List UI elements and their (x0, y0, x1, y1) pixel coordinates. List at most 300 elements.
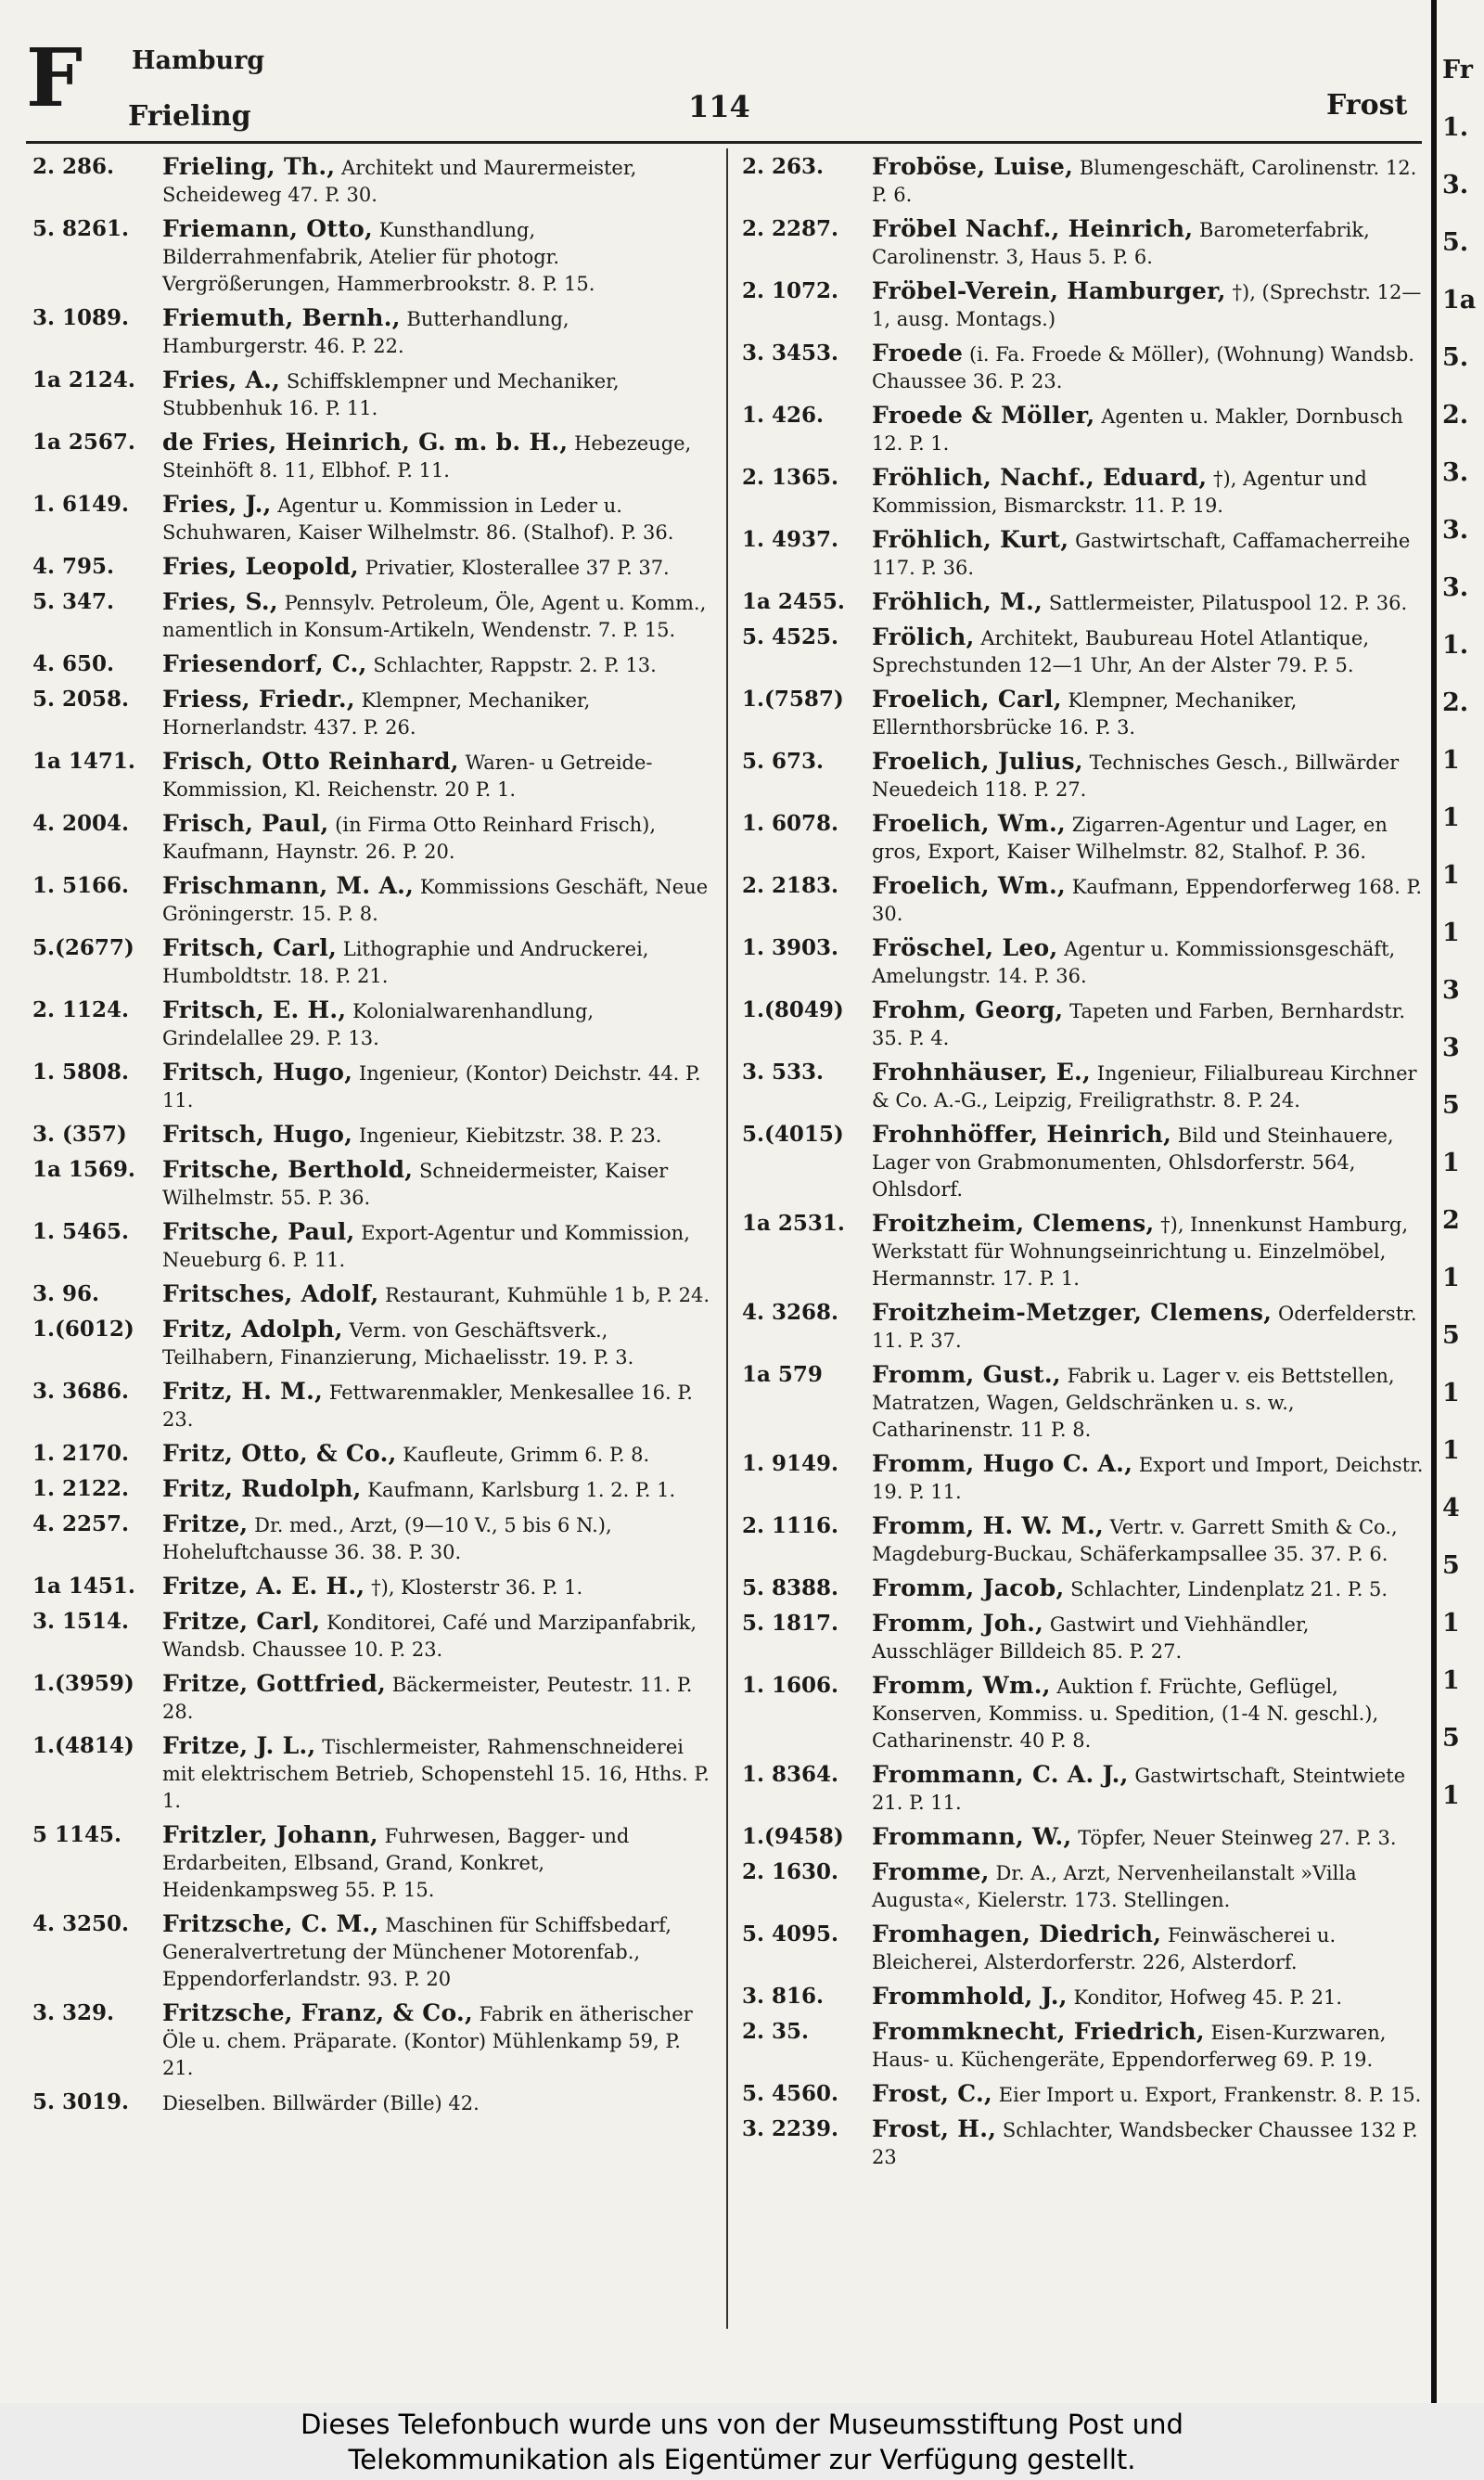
phone-number: 4. 650. (32, 651, 115, 676)
listing-text (162, 996, 714, 1052)
listing-text (872, 1121, 1424, 1203)
footer-line-2: Telekommunikation als Eigentümer zur Verfügung gestellt. (348, 2444, 1136, 2475)
listing-text (872, 588, 1424, 617)
listing-text (872, 2080, 1424, 2109)
listing-text (872, 1921, 1424, 1976)
phone-number: 2. 1124. (32, 997, 130, 1022)
subscriber-details: Kaufmann, Eppendorferweg 168. P. 30. (872, 876, 1423, 925)
subscriber-name: Fritsch, E. H., (162, 996, 347, 1023)
phone-number: 1. 5808. (32, 1060, 130, 1085)
listing-entry (32, 553, 714, 582)
subscriber-details: Export und Import, Deichstr. 19. P. 11. (872, 1454, 1424, 1503)
edge-fragment: 1. (1442, 631, 1469, 660)
subscriber-details: Kaufmann, Karlsburg 1. 2. P. 1. (367, 1479, 676, 1501)
subscriber-name: Fritz, Adolph, (162, 1316, 343, 1343)
subscriber-details: Hebezeuge, Steinhöft 8. 11, Elbhof. P. 11. (162, 432, 692, 482)
listing-entry (742, 1858, 1424, 1914)
listing-entry (742, 1512, 1424, 1568)
subscriber-details: Dr. A., Arzt, Nervenheilanstalt »Villa Augusta«, Kielerstr. 173. Stellingen. (872, 1862, 1357, 1911)
listing-text (162, 1732, 714, 1815)
listing-entry (32, 1280, 714, 1309)
subscriber-name: Froböse, Luise, (872, 153, 1074, 180)
subscriber-name: Fröschel, Leo, (872, 934, 1058, 961)
listing-text (872, 810, 1424, 866)
listing-text (872, 2018, 1424, 2074)
listing-entry (32, 1121, 714, 1150)
subscriber-name: Fromm, Gust., (872, 1361, 1061, 1388)
subscriber-name: Fritsche, Paul, (162, 1218, 355, 1245)
listing-entry (32, 872, 714, 928)
subscriber-details: Klempner, Mechaniker, Hornerlandstr. 437. P. 26. (162, 689, 591, 739)
subscriber-details: Kolonialwarenhandlung, Grindelallee 29. P. 13. (162, 1000, 595, 1049)
listing-entry (32, 1156, 714, 1212)
phone-number: 4. 3268. (742, 1300, 839, 1325)
phone-number: 3. 533. (742, 1060, 825, 1085)
listing-text (872, 464, 1424, 520)
adjacent-page-fragment (1442, 56, 1484, 1839)
subscriber-details: Gastwirtschaft, Caffamacherreihe 117. P. 36. (872, 530, 1411, 579)
edge-fragment: 3. (1442, 573, 1469, 602)
listing-text (162, 1475, 714, 1504)
listing-entry (32, 996, 714, 1052)
edge-fragment: 2. (1442, 688, 1469, 717)
listing-text (162, 1440, 714, 1469)
subscriber-name: de Fries, Heinrich, G. m. b. H., (162, 429, 569, 456)
listing-text (872, 1610, 1424, 1665)
subscriber-name: Frisch, Paul, (162, 810, 329, 837)
listing-entry (32, 1910, 714, 1993)
listing-text (162, 686, 714, 741)
edge-fragment: 1 (1442, 1149, 1460, 1177)
subscriber-details: Klempner, Mechaniker, Ellernthorsbrücke 16. P. 3. (872, 689, 1298, 739)
listing-entry (32, 1608, 714, 1664)
listing-text (872, 1512, 1424, 1568)
phone-number: 1.(6012) (32, 1317, 134, 1342)
subscriber-name: Fromme, (872, 1858, 990, 1885)
listing-entry (32, 810, 714, 866)
listing-entry (742, 996, 1424, 1052)
phone-number: 2. 1116. (742, 1513, 839, 1538)
listing-text (872, 934, 1424, 990)
subscriber-name: Fritsch, Hugo, (162, 1059, 353, 1086)
listing-text (872, 996, 1424, 1052)
subscriber-name: Fröbel Nachf., Heinrich, (872, 215, 1194, 242)
subscriber-details: Schlachter, Rappstr. 2. P. 13. (373, 654, 657, 676)
subscriber-details: Schneidermeister, Kaiser Wilhelmstr. 55. P. 36. (162, 1160, 669, 1209)
listing-text (162, 810, 714, 866)
listing-text (162, 1510, 714, 1566)
listing-text (162, 588, 714, 644)
listing-entry (742, 1983, 1424, 2011)
phone-number: 1. 6078. (742, 811, 839, 836)
subscriber-name: Froitzheim, Clemens, (872, 1210, 1155, 1237)
listing-entry (32, 1573, 714, 1601)
phone-number: 1a 2531. (742, 1211, 845, 1236)
subscriber-details: Eisen-Kurzwaren, Haus- u. Küchengeräte, Eppendorferweg 69. P. 19. (872, 2022, 1387, 2071)
phone-number: 5. 673. (742, 749, 825, 774)
edge-fragment: 3. (1442, 516, 1469, 545)
subscriber-name: Froelich, Carl, (872, 686, 1062, 713)
subscriber-name: Fritz, Otto, & Co., (162, 1440, 397, 1467)
listing-entry (742, 686, 1424, 741)
edge-fragment: Fr (1442, 56, 1473, 84)
subscriber-name: Fröhlich, Nachf., Eduard, (872, 464, 1208, 491)
listing-text (162, 872, 714, 928)
subscriber-name: Fries, Leopold, (162, 553, 359, 580)
phone-number: 5. 8388. (742, 1575, 839, 1600)
subscriber-details: Architekt, Baubureau Hotel Atlantique, Sprechstunden 12—1 Uhr, An der Alster 79. P. 5. (872, 627, 1370, 676)
listing-text (162, 304, 714, 360)
subscriber-name: Frisch, Otto Reinhard, (162, 748, 459, 775)
subscriber-details: Konditorei, Café und Marzipanfabrik, Wandsb. Chaussee 10. P. 23. (162, 1612, 697, 1661)
listing-text (872, 1361, 1424, 1444)
subscriber-name: Frommann, C. A. J., (872, 1761, 1129, 1788)
subscriber-details: †), Klosterstr 36. P. 1. (371, 1576, 583, 1599)
listing-entry (32, 1440, 714, 1469)
listing-text (162, 553, 714, 582)
subscriber-details: Agenten u. Makler, Dornbusch 12. P. 1. (872, 405, 1403, 455)
subscriber-details: Ingenieur, Filialbureau Kirchner & Co. A.-G., Leipzig, Freiligrathstr. 8. P. 24. (872, 1062, 1417, 1112)
subscriber-name: Friemuth, Bernh., (162, 304, 401, 331)
listing-text (162, 1218, 714, 1274)
listing-text (872, 1858, 1424, 1914)
subscriber-details: Zigarren-Agentur und Lager, en gros, Export, Kaiser Wilhelmstr. 82, Stalhof. P. 36. (872, 814, 1388, 863)
subscriber-name: Fritze, J. L., (162, 1732, 316, 1759)
listing-text (162, 429, 714, 484)
subscriber-details: Kunsthandlung, Bilderrahmenfabrik, Atelier für photogr. Vergrößerungen, Hammerbrookstr. 8. P. 15. (162, 219, 595, 295)
edge-fragment: 1 (1442, 803, 1460, 832)
subscriber-name: Friess, Friedr., (162, 686, 355, 713)
phone-number: 3. (357) (32, 1122, 127, 1147)
section-letter: F (26, 32, 83, 125)
subscriber-details: Gastwirt und Viehhändler, Ausschläger Billdeich 85. P. 27. (872, 1613, 1310, 1663)
city-heading: Hamburg (132, 46, 265, 75)
phone-number: 1.(3959) (32, 1671, 134, 1696)
phone-number: 5. 1817. (742, 1611, 839, 1636)
edge-fragment: 1. (1442, 113, 1469, 142)
listing-entry (32, 1059, 714, 1114)
subscriber-name: Fritz, H. M., (162, 1378, 324, 1405)
subscriber-details: Ingenieur, Kiebitzstr. 38. P. 23. (358, 1124, 662, 1147)
listing-text (162, 1156, 714, 1212)
phone-number: 1. 5166. (32, 873, 130, 898)
phone-number: 3. 1514. (32, 1609, 130, 1634)
subscriber-name: Frohm, Georg, (872, 996, 1064, 1023)
listing-text (162, 1316, 714, 1371)
subscriber-name: Fritsches, Adolf, (162, 1280, 379, 1307)
phone-number: 1.(9458) (742, 1824, 844, 1849)
phone-number: 1. 9149. (742, 1451, 839, 1476)
listing-text (872, 1450, 1424, 1506)
subscriber-details: Fettwarenmakler, Menkesallee 16. P. 23. (162, 1381, 693, 1431)
subscriber-name: Frischmann, M. A., (162, 872, 415, 899)
subscriber-name: Fröbel-Verein, Hamburger, (872, 277, 1226, 304)
phone-number: 5. 2058. (32, 687, 130, 712)
listing-entry (32, 366, 714, 422)
listing-entry (742, 402, 1424, 457)
listing-entry (32, 686, 714, 741)
subscriber-details: Maschinen für Schiffsbedarf, Generalvertretung der Münchener Motorenfab., Eppendorferlandstr. 93. P. 20 (162, 1914, 672, 1990)
left-column (32, 153, 714, 2124)
phone-number: 2. 263. (742, 154, 825, 179)
listing-text (872, 686, 1424, 741)
subscriber-details: Pennsylv. Petroleum, Öle, Agent u. Komm., namentlich in Konsum-Artikeln, Wendenstr. 7. P. 15. (162, 592, 707, 641)
listing-entry (32, 153, 714, 209)
subscriber-name: Fritzsche, Franz, & Co., (162, 1999, 473, 2026)
listing-entry (742, 1121, 1424, 1203)
phone-number: 3. 2239. (742, 2116, 839, 2141)
subscriber-details: Tapeten und Farben, Bernhardstr. 35. P. 4. (872, 1000, 1406, 1049)
listing-entry (742, 748, 1424, 803)
phone-number: 3. 1089. (32, 305, 130, 330)
listing-text (872, 1574, 1424, 1603)
subscriber-name: Frohnhäuser, E., (872, 1059, 1092, 1086)
listing-text (872, 1761, 1424, 1817)
subscriber-details: Feinwäscherei u. Bleicherei, Alsterdorferstr. 226, Alsterdorf. (872, 1924, 1337, 1973)
phone-number: 5. 4525. (742, 624, 839, 649)
listing-text (162, 1999, 714, 2082)
listing-entry (742, 872, 1424, 928)
subscriber-details: (i. Fa. Froede & Möller), (Wohnung) Wandsb. Chaussee 36. P. 23. (872, 343, 1414, 392)
phone-number: 5. 4560. (742, 2081, 839, 2106)
right-column (742, 153, 1424, 2178)
subscriber-name: Friemann, Otto, (162, 215, 374, 242)
subscriber-details: Konditor, Hofweg 45. P. 21. (1073, 1986, 1343, 2009)
listing-entry (742, 277, 1424, 333)
listing-entry (32, 650, 714, 679)
listing-text (162, 1670, 714, 1726)
phone-number: 1.(4814) (32, 1733, 134, 1758)
phone-number: 1a 1569. (32, 1157, 135, 1182)
listing-entry (742, 623, 1424, 679)
listing-text (162, 650, 714, 679)
subscriber-name: Frommhold, J., (872, 1983, 1068, 2010)
edge-fragment: 1 (1442, 861, 1460, 890)
subscriber-details: Privatier, Klosterallee 37 P. 37. (365, 557, 670, 579)
subscriber-name: Fritz, Rudolph, (162, 1475, 362, 1502)
subscriber-details: Verm. von Geschäftsverk., Teilhabern, Finanzierung, Michaelisstr. 19. P. 3. (162, 1319, 634, 1368)
listing-text (162, 491, 714, 546)
phone-number: 1a 2124. (32, 367, 135, 392)
subscriber-details: Lithographie und Andruckerei, Humboldtstr. 18. P. 21. (162, 938, 649, 987)
subscriber-details: Blumengeschäft, Carolinenstr. 12. P. 6. (872, 157, 1417, 206)
subscriber-name: Frölich, (872, 623, 975, 650)
listing-text (872, 1059, 1424, 1114)
listing-text (872, 1210, 1424, 1292)
page-edge (1431, 0, 1437, 2403)
subscriber-name: Frost, H., (872, 2115, 997, 2142)
listing-text (162, 1608, 714, 1664)
subscriber-details: Schiffsklempner und Mechaniker, Stubbenhuk 16. P. 11. (162, 370, 620, 419)
subscriber-details: (in Firma Otto Reinhard Frisch), Kaufmann, Haynstr. 26. P. 20. (162, 814, 657, 863)
phone-number: 4. 795. (32, 554, 115, 579)
listing-entry (742, 1761, 1424, 1817)
listing-text (872, 277, 1424, 333)
subscriber-name: Frieling, Th., (162, 153, 336, 180)
subscriber-name: Froitzheim-Metzger, Clemens, (872, 1299, 1273, 1326)
listing-text (162, 1121, 714, 1150)
subscriber-name: Froelich, Julius, (872, 748, 1083, 775)
phone-number: 1a 1451. (32, 1574, 135, 1599)
phone-number: 2. 286. (32, 154, 115, 179)
subscriber-name: Fromm, H. W. M., (872, 1512, 1104, 1539)
subscriber-details: Bild und Steinhauere, Lager von Grabmonumenten, Ohlsdorferstr. 564, Ohlsdorf. (872, 1124, 1394, 1201)
listing-text (872, 215, 1424, 271)
listing-text (872, 526, 1424, 582)
listing-entry (742, 526, 1424, 582)
subscriber-details: Fabrik u. Lager v. eis Bettstellen, Matratzen, Wagen, Geldschränken u. s. w., Catharinenstr. 11 P. 8. (872, 1365, 1395, 1441)
listing-entry (32, 215, 714, 298)
subscriber-details: Dieselben. Billwärder (Bille) 42. (162, 2092, 480, 2114)
phone-number: 3. 3453. (742, 341, 839, 366)
listing-text (872, 1983, 1424, 2011)
subscriber-name: Froede & Möller, (872, 402, 1095, 429)
subscriber-name: Fromm, Joh., (872, 1610, 1044, 1637)
subscriber-details: Technisches Gesch., Billwärder Neuedeich 118. P. 27. (872, 752, 1400, 801)
subscriber-name: Fritsche, Berthold, (162, 1156, 414, 1183)
listing-entry (32, 491, 714, 546)
subscriber-name: Frohnhöffer, Heinrich, (872, 1121, 1172, 1148)
phone-number: 1. 2170. (32, 1441, 130, 1466)
listing-entry (742, 153, 1424, 209)
edge-fragment: 1a (1442, 286, 1477, 315)
subscriber-details: Auktion f. Früchte, Geflügel, Konserven, Kommiss. u. Spedition, (1-4 N. geschl.), Catharinenstr. 40 P. 8. (872, 1676, 1379, 1752)
listing-entry (742, 2018, 1424, 2074)
listing-entry (32, 588, 714, 644)
subscriber-name: Fromm, Hugo C. A., (872, 1450, 1133, 1477)
listing-text (162, 1378, 714, 1433)
subscriber-name: Froede (872, 340, 964, 366)
phone-number: 1a 579 (742, 1362, 823, 1387)
subscriber-name: Fritze, A. E. H., (162, 1573, 365, 1600)
listing-entry (32, 1378, 714, 1433)
subscriber-details: Gastwirtschaft, Steintwiete 21. P. 11. (872, 1765, 1406, 1814)
subscriber-name: Fritsch, Carl, (162, 934, 338, 961)
listing-text (872, 2115, 1424, 2171)
subscriber-details: Schlachter, Wandsbecker Chaussee 132 P. 23 (872, 2119, 1418, 2168)
listing-text (162, 1821, 714, 1904)
phone-number: 2. 1630. (742, 1859, 839, 1884)
phone-number: 4. 3250. (32, 1911, 130, 1936)
phone-number: 2. 35. (742, 2019, 810, 2044)
listing-entry (32, 1316, 714, 1371)
phone-number: 3. 329. (32, 2000, 115, 2025)
edge-fragment: 3 (1442, 976, 1460, 1005)
footer-line-1: Dieses Telefonbuch wurde uns von der Museumsstiftung Post und (301, 2409, 1183, 2440)
listing-entry (32, 1670, 714, 1726)
listing-entry (742, 1059, 1424, 1114)
subscriber-details: Barometerfabrik, Carolinenstr. 3, Haus 5. P. 6. (872, 219, 1370, 268)
listing-entry (32, 1732, 714, 1815)
subscriber-details: †), Agentur und Kommission, Bismarckstr. 11. P. 19. (872, 468, 1367, 517)
phone-number: 1. 8364. (742, 1762, 839, 1787)
subscriber-details: Ingenieur, (Kontor) Deichstr. 44. P. 11. (162, 1062, 701, 1112)
phone-number: 1. 4937. (742, 527, 839, 552)
subscriber-details: Agentur u. Kommissionsgeschäft, Amelungstr. 14. P. 36. (872, 938, 1396, 987)
listing-entry (32, 1821, 714, 1904)
listing-text (872, 623, 1424, 679)
listing-text (162, 366, 714, 422)
listing-entry (742, 934, 1424, 990)
edge-fragment: 5 (1442, 1091, 1460, 1120)
listing-entry (742, 1210, 1424, 1292)
subscriber-details: Butterhandlung, Hamburgerstr. 46. P. 22. (162, 308, 569, 357)
subscriber-details: Schlachter, Lindenplatz 21. P. 5. (1070, 1578, 1388, 1600)
listing-text (162, 934, 714, 990)
listing-entry (742, 1574, 1424, 1603)
subscriber-details: Agentur u. Kommission in Leder u. Schuhwaren, Kaiser Wilhelmstr. 86. (Stalhof). P. 36. (162, 495, 674, 544)
listing-entry (742, 340, 1424, 395)
listing-entry (32, 748, 714, 803)
subscriber-details: Restaurant, Kuhmühle 1 b, P. 24. (385, 1284, 710, 1306)
subscriber-details: Vertr. v. Garrett Smith & Co., Magdeburg-Buckau, Schäferkampsallee 35. 37. P. 6. (872, 1516, 1398, 1565)
listing-text (162, 1910, 714, 1993)
subscriber-name: Frost, C., (872, 2080, 993, 2107)
subscriber-details: †), Innenkunst Hamburg, Werkstatt für Wohnungseinrichtung u. Einzelmöbel, Hermannstr. 17. P. 1. (872, 1214, 1409, 1290)
subscriber-details: Export-Agentur und Kommission, Neueburg 6. P. 11. (162, 1222, 690, 1271)
edge-fragment: 1 (1442, 1666, 1460, 1695)
subscriber-details: Architekt und Maurermeister, Scheideweg 47. P. 30. (162, 157, 637, 206)
phone-number: 1.(7587) (742, 687, 844, 712)
listing-text (872, 872, 1424, 928)
phone-number: 5. 3019. (32, 2089, 130, 2114)
subscriber-details: †), (Sprechstr. 12—1, ausg. Montags.) (872, 281, 1422, 330)
edge-fragment: 2 (1442, 1206, 1460, 1235)
phone-number: 3. 96. (32, 1281, 100, 1306)
listing-entry (742, 1921, 1424, 1976)
page-number: 114 (688, 89, 750, 124)
subscriber-name: Fröhlich, Kurt, (872, 526, 1069, 553)
phone-number: 5. 347. (32, 589, 115, 614)
listing-entry (742, 2115, 1424, 2171)
edge-fragment: 1 (1442, 1609, 1460, 1638)
phone-number: 3. 3686. (32, 1379, 130, 1404)
phone-number: 4. 2257. (32, 1511, 130, 1536)
subscriber-details: Fabrik en ätherischer Öle u. chem. Präparate. (Kontor) Mühlenkamp 59, P. 21. (162, 2003, 693, 2079)
phone-number: 1. 6149. (32, 492, 130, 517)
phone-number: 1. 5465. (32, 1219, 130, 1244)
subscriber-name: Fromhagen, Diedrich, (872, 1921, 1162, 1947)
footer-notice (0, 2403, 1484, 2480)
subscriber-name: Fröhlich, M., (872, 588, 1043, 615)
phone-number: 1a 2455. (742, 589, 845, 614)
subscriber-name: Fries, J., (162, 491, 272, 518)
listing-entry (742, 215, 1424, 271)
subscriber-name: Frommknecht, Friedrich, (872, 2018, 1205, 2045)
subscriber-name: Fritze, Carl, (162, 1608, 321, 1635)
listing-entry (32, 304, 714, 360)
edge-fragment: 3 (1442, 1034, 1460, 1062)
edge-fragment: 5. (1442, 343, 1469, 372)
listing-text (162, 1280, 714, 1309)
listing-text (872, 402, 1424, 457)
column-divider (726, 148, 728, 2329)
listing-text (162, 748, 714, 803)
subscriber-name: Fritze, (162, 1510, 249, 1537)
subscriber-details: Fuhrwesen, Bagger- und Erdarbeiten, Elbsand, Grand, Konkret, Heidenkampsweg 55. P. 15. (162, 1825, 630, 1901)
subscriber-name: Fritzsche, C. M., (162, 1910, 379, 1937)
phone-number: 5. 8261. (32, 216, 130, 241)
edge-fragment: 3. (1442, 171, 1469, 199)
phone-number: 5. 4095. (742, 1921, 839, 1947)
phone-number: 1.(8049) (742, 997, 844, 1022)
phone-number: 2. 1072. (742, 278, 839, 303)
listing-entry (742, 810, 1424, 866)
phone-number: 1. 3903. (742, 935, 839, 960)
subscriber-details: Eier Import u. Export, Frankenstr. 8. P. 15. (998, 2084, 1422, 2106)
subscriber-details: Kaufleute, Grimm 6. P. 8. (403, 1444, 650, 1466)
subscriber-details: Dr. med., Arzt, (9—10 V., 5 bis 6 N.), Hoheluftchausse 36. 38. P. 30. (162, 1514, 612, 1563)
